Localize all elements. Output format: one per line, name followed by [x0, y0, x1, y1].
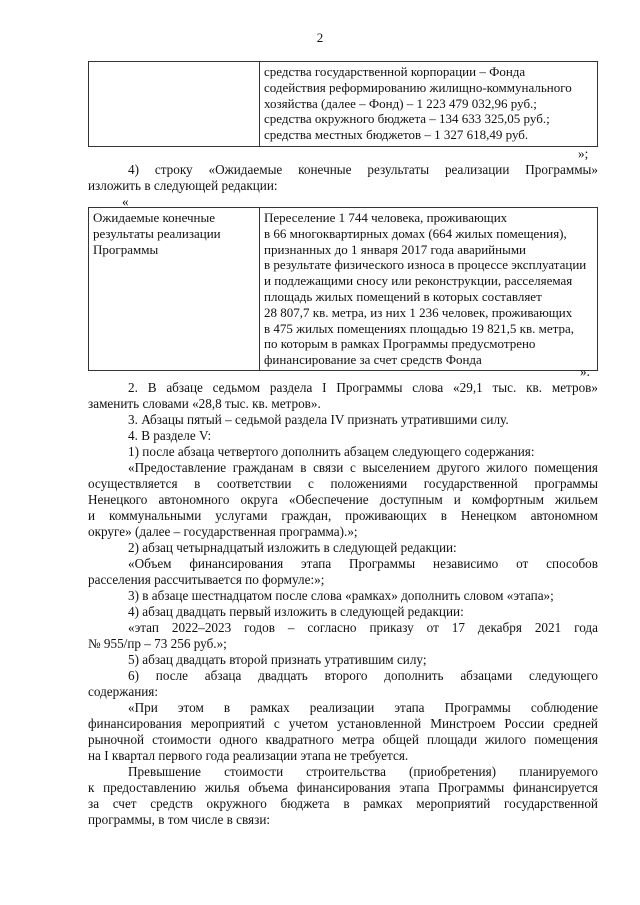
results-line: в результате физического износа в процессе эксплуатации [264, 257, 587, 273]
funding-line: содействия реформированию жилищно-коммунального [264, 79, 572, 95]
item4-open-quote: « [122, 194, 129, 209]
results-line: площадь жилых помещений в которых составляет [264, 288, 542, 304]
body-line: 2) абзац четырнадцатый изложить в следующей редакции: [128, 540, 457, 555]
item4-line2: изложить в следующей редакции: [88, 178, 278, 193]
body-line: 2. В абзаце седьмом раздела I Программы слова «29,1 тыс. кв. метров» [128, 380, 598, 395]
results-table [88, 207, 598, 371]
body-line: округе» (далее – государственная программа).»; [88, 524, 358, 539]
funding-line: средства окружного бюджета – 134 633 325,05 руб.; [264, 111, 550, 127]
funding-table-left-cell [89, 62, 260, 147]
body-line: 3) в абзаце шестнадцатом после слова «рамках» дополнить словом «этапа»; [128, 588, 554, 603]
body-line: содержания: [88, 684, 159, 699]
body-line: к предоставлению жилья объема финансирования этапа Программы финансируется [88, 780, 598, 795]
body-line: 5) абзац двадцать второй признать утратившим силу; [128, 652, 427, 667]
body-line: заменить словами «28,8 тыс. кв. метров». [88, 396, 321, 411]
results-line: Переселение 1 744 человека, проживающих [264, 210, 508, 225]
results-line: в 475 жилых помещениях площадью 19 821,5 кв. метра, [264, 320, 574, 336]
funding-line: средства государственной корпорации – Фонда [264, 64, 526, 79]
results-line: 28 807,7 кв. метра, из них 1 236 человек, проживающих [264, 304, 573, 320]
body-line: 4) абзац двадцать первый изложить в следующей редакции: [128, 604, 464, 619]
results-line: признанных до 1 января 2017 года аварийными [264, 241, 527, 257]
body-line: осуществляется в соответствии с положениями государственной программы [88, 476, 598, 491]
body-line: «При этом в рамках реализации этапа Программы соблюдение [128, 700, 598, 715]
body-line: рыночной стоимости одного квадратного метра общей площади жилого помещения [88, 732, 598, 747]
table2-close-quote: ». [580, 364, 590, 379]
body-line: 4. В разделе V: [128, 428, 212, 443]
body-line: на I квартал первого года реализации этапа не требуется. [88, 748, 409, 763]
body-line: «Объем финансирования этапа Программы независимо от способов [128, 556, 598, 571]
table1-close-quote: »; [578, 146, 589, 161]
body-line: программы, в том числе в связи: [88, 812, 271, 827]
page-number: 2 [316, 30, 324, 45]
body-line: 6) после абзаца двадцать второго дополнить абзацами следующего [128, 668, 598, 683]
results-label-line: Программы [93, 241, 159, 257]
body-line: 3. Абзацы пятый – седьмой раздела IV признать утратившими силу. [128, 412, 509, 427]
body-line: № 955/пр – 73 256 руб.»; [88, 636, 227, 651]
item4-line1: 4) строку «Ожидаемые конечные результаты реализации Программы» [128, 162, 598, 177]
body-line: Превышение стоимости строительства (приобретения) планируемого [128, 764, 598, 779]
funding-line: хозяйства (далее – Фонд) – 1 223 479 032,96 руб.; [264, 95, 537, 111]
results-label-line: результаты реализации [93, 225, 221, 241]
funding-table [88, 61, 598, 147]
body-line: «Предоставление гражданам в связи с выселением другого жилого помещения [128, 460, 598, 475]
body-line: за счет средств окружного бюджета в рамках мероприятий государственной [88, 796, 598, 811]
funding-table-right-cell [260, 62, 598, 147]
results-line: финансирование за счет средств Фонда [264, 352, 482, 368]
body-line: 1) после абзаца четвертого дополнить абзацем следующего содержания: [128, 444, 535, 459]
body-line: и коммунальными услугами граждан, проживающих в Ненецком автономном [88, 508, 598, 523]
results-table-left-cell [89, 208, 260, 371]
body-line: финансирования мероприятий с учетом установленной Минстроем России средней [88, 716, 598, 731]
results-line: в 66 многоквартирных домах (664 жилых помещения), [264, 225, 567, 241]
body-line: «этап 2022–2023 годов – согласно приказу от 17 декабря 2021 года [128, 620, 598, 635]
funding-line: средства местных бюджетов – 1 327 618,49 руб. [264, 127, 529, 143]
results-line: и подлежащими сносу или реконструкции, расселяемая [264, 273, 573, 289]
results-label-line: Ожидаемые конечные [93, 210, 216, 225]
body-line: расселения рассчитывается по формуле:»; [88, 572, 325, 587]
results-table-right-cell [260, 208, 598, 371]
body-line: Ненецкого автономного округа «Обеспечение доступным и комфортным жильем [88, 492, 598, 507]
results-line: по которым в рамках Программы предусмотрено [264, 336, 536, 352]
